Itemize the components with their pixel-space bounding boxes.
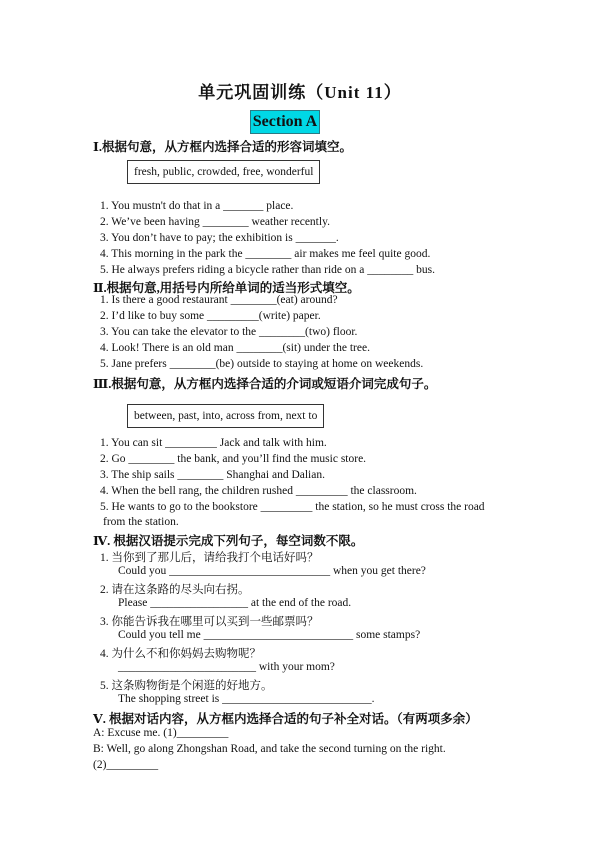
- dialogue-line: (2)_________: [93, 759, 159, 771]
- part1-item: 5. He always prefers riding a bicycle rather than ride on a ________ bus.: [100, 264, 435, 276]
- part4-prompt: 4. 为什么不和你妈妈去购物呢？: [100, 648, 261, 660]
- part3-item: 5. He wants to go to the bookstore _________ the station, so he must cross the road: [100, 501, 485, 513]
- part2-item: 4. Look! There is an old man ________(sit) under the tree.: [100, 342, 370, 354]
- part4-prompt: 1. 当你到了那儿后，请给我打个电话好吗？: [100, 552, 319, 564]
- part3-item-continued: from the station.: [103, 516, 179, 528]
- dialogue-line: A: Excuse me. (1)_________: [93, 727, 229, 739]
- part4-heading: Ⅳ. 根据汉语提示完成下列句子，每空词数不限。: [93, 534, 364, 548]
- part1-item: 3. You don’t have to pay; the exhibition is _______.: [100, 232, 339, 244]
- part3-heading: Ⅲ.根据句意，从方框内选择合适的介词或短语介词完成句子。: [93, 377, 437, 391]
- part2-heading: Ⅱ.根据句意,用括号内所给单词的适当形式填空。: [93, 281, 360, 295]
- part1-word-box: fresh, public, crowded, free, wonderful: [127, 160, 320, 184]
- part1-heading: Ⅰ.根据句意，从方框内选择合适的形容词填空。: [93, 140, 352, 154]
- part4-prompt: 2. 请在这条路的尽头向右拐。: [100, 584, 250, 596]
- part1-item: 1. You mustn't do that in a _______ place.: [100, 200, 294, 212]
- dialogue-line: B: Well, go along Zhongshan Road, and take the second turning on the right.: [93, 743, 446, 755]
- part1-item: 2. We’ve been having ________ weather recently.: [100, 216, 330, 228]
- part4-prompt: 3. 你能告诉我在哪里可以买到一些邮票吗？: [100, 616, 319, 628]
- part4-prompt: 5. 这条购物街是个闲逛的好地方。: [100, 680, 273, 692]
- part2-item: 2. I’d like to buy some _________(write) paper.: [100, 310, 321, 322]
- part4-answer: Please _________________ at the end of the road.: [118, 597, 352, 609]
- part4-answer: Could you tell me __________________________ some stamps?: [118, 629, 421, 641]
- part3-item: 4. When the bell rang, the children rushed _________ the classroom.: [100, 485, 417, 497]
- part1-item: 4. This morning in the park the ________ air makes me feel quite good.: [100, 248, 431, 260]
- part3-item: 1. You can sit _________ Jack and talk with him.: [100, 437, 327, 449]
- part4-answer: Could you ____________________________ when you get there?: [118, 565, 426, 577]
- section-badge: Section A: [250, 110, 320, 134]
- part4-answer: The shopping street is __________________________.: [118, 693, 375, 705]
- part2-item: 5. Jane prefers ________(be) outside to staying at home on weekends.: [100, 358, 424, 370]
- part5-heading: Ⅴ. 根据对话内容，从方框内选择合适的句子补全对话。（有两项多余）: [93, 712, 478, 726]
- page-title: 单元巩固训练（Unit 11）: [198, 83, 402, 102]
- part3-word-box: between, past, into, across from, next to: [127, 404, 324, 428]
- part2-item: 1. Is there a good restaurant ________(eat) around?: [100, 294, 338, 306]
- part3-item: 2. Go ________ the bank, and you’ll find the music store.: [100, 453, 367, 465]
- part2-item: 3. You can take the elevator to the ________(two) floor.: [100, 326, 358, 338]
- part3-item: 3. The ship sails ________ Shanghai and Dalian.: [100, 469, 325, 481]
- part4-answer: ________________________ with your mom?: [118, 661, 335, 673]
